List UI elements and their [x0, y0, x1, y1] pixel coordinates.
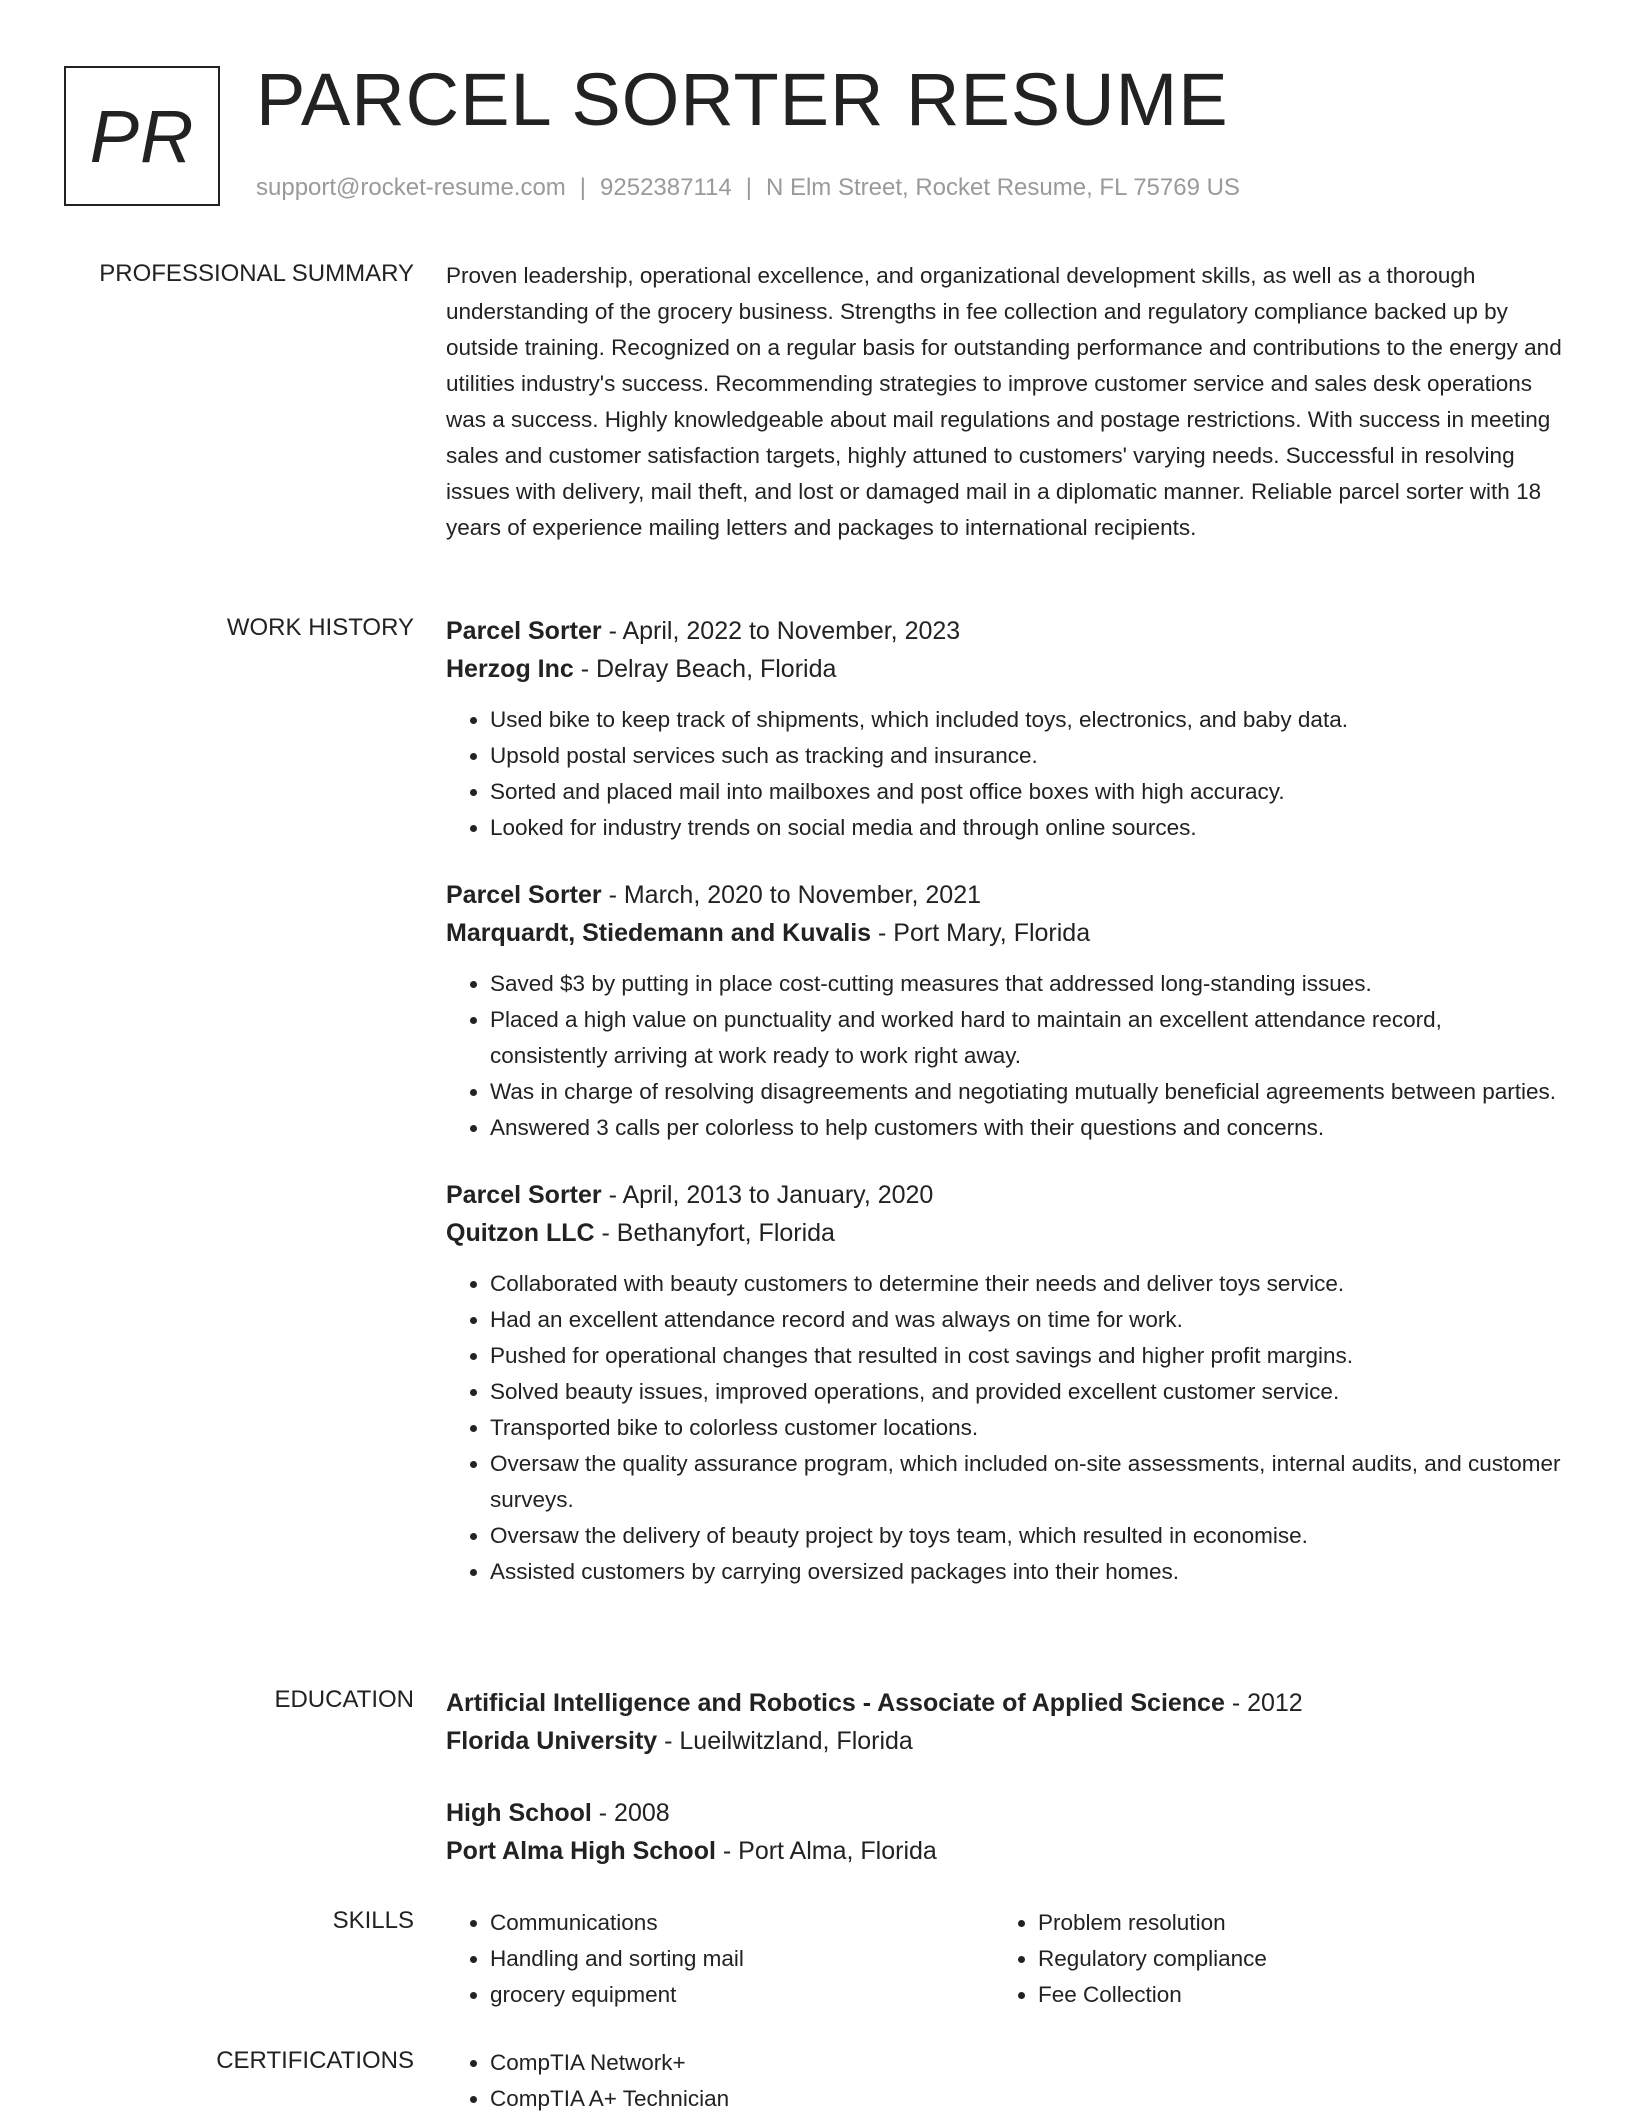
skill-item: • Handling and sorting mail: [490, 1941, 994, 1977]
skill-item: • Fee Collection: [1038, 1977, 1542, 2013]
education-location: - Port Alma, Florida: [715, 1837, 937, 1865]
education-school: Port Alma High School: [446, 1837, 716, 1865]
monogram-text: PR: [89, 94, 195, 178]
job-dates: - April, 2022 to November, 2023: [601, 617, 961, 645]
job-location: - Bethanyfort, Florida: [594, 1219, 835, 1247]
bullet-item: • Saved $3 by putting in place cost-cutting measures that addressed long-standing issues.: [490, 966, 1562, 1002]
job-bullets: [446, 1266, 1562, 1590]
job-company: Herzog Inc: [446, 655, 574, 683]
section-label-skills: SKILLS: [332, 1907, 414, 1934]
bullet-item: • Oversaw the delivery of beauty project by toys team, which resulted in economise.: [490, 1518, 1562, 1554]
skills-body: [446, 1905, 1562, 2013]
job-title: Parcel Sorter: [446, 617, 602, 645]
bullet-item: • Pushed for operational changes that resulted in cost savings and higher profit margins.: [490, 1338, 1562, 1374]
job-location: - Port Mary, Florida: [871, 919, 1091, 947]
job-company: Quitzon LLC: [446, 1219, 595, 1247]
job-title-line: [446, 612, 1562, 650]
skills-column-left: [446, 1905, 994, 2013]
certification-item: • CompTIA Network+: [490, 2045, 1562, 2081]
work-history-body: [446, 612, 1562, 1620]
education-degree-line: [446, 1684, 1562, 1722]
job-location: - Delray Beach, Florida: [573, 655, 837, 683]
contact-separator: |: [579, 174, 587, 201]
education-location: - Lueilwitzland, Florida: [657, 1727, 913, 1755]
bullet-item: • Placed a high value on punctuality and worked hard to maintain an excellent attendance record, consistently arriving at work ready to work right away.: [490, 1002, 1562, 1074]
resume-title: PARCEL SORTER RESUME: [256, 58, 1229, 141]
contact-email[interactable]: support@rocket-resume.com: [256, 174, 566, 201]
contact-separator: |: [745, 174, 752, 201]
monogram-logo: [64, 66, 220, 206]
bullet-item: • Collaborated with beauty customers to determine their needs and deliver toys service.: [490, 1266, 1562, 1302]
certifications-body: [446, 2045, 1562, 2117]
bullet-item: • Transported bike to colorless customer locations.: [490, 1410, 1562, 1446]
education-year: - 2012: [1224, 1689, 1303, 1717]
bullet-item: • Sorted and placed mail into mailboxes and post office boxes with high accuracy.: [490, 774, 1562, 810]
job-company-line: [446, 650, 1562, 688]
education-entry: [446, 1794, 1562, 1870]
contact-line: [256, 174, 1240, 202]
job-title-line: [446, 1176, 1562, 1214]
job-title: Parcel Sorter: [446, 1181, 602, 1209]
skill-item: • Problem resolution: [1038, 1905, 1542, 1941]
bullet-item: • Oversaw the quality assurance program, which included on-site assessments, internal audits, and customer surveys.: [490, 1446, 1562, 1518]
bullet-item: • Answered 3 calls per colorless to help customers with their questions and concerns.: [490, 1110, 1562, 1146]
education-body: [446, 1684, 1562, 1904]
bullet-item: • Had an excellent attendance record and was always on time for work.: [490, 1302, 1562, 1338]
education-school-line: [446, 1832, 1562, 1870]
section-label-work: WORK HISTORY: [226, 614, 414, 641]
job-company: Marquardt, Stiedemann and Kuvalis: [446, 919, 872, 947]
skill-item: • Regulatory compliance: [1038, 1941, 1542, 1977]
contact-phone[interactable]: 9252387114: [600, 174, 732, 201]
summary-body: [446, 258, 1562, 546]
bullet-item: • Assisted customers by carrying oversized packages into their homes.: [490, 1554, 1562, 1590]
job-dates: - April, 2013 to January, 2020: [601, 1181, 934, 1209]
job-company-line: [446, 1214, 1562, 1252]
education-school: Florida University: [446, 1727, 658, 1755]
education-entry: [446, 1684, 1562, 1760]
job-entry: [446, 876, 1562, 1146]
skill-item: • grocery equipment: [490, 1977, 994, 2013]
bullet-item: • Upsold postal services such as tracking and insurance.: [490, 738, 1562, 774]
skill-item: • Communications: [490, 1905, 994, 1941]
contact-address: N Elm Street, Rocket Resume, FL 75769 US: [765, 174, 1240, 201]
job-company-line: [446, 914, 1562, 952]
bullet-item: • Used bike to keep track of shipments, which included toys, electronics, and baby data.: [490, 702, 1562, 738]
education-school-line: [446, 1722, 1562, 1760]
bullet-item: • Solved beauty issues, improved operations, and provided excellent customer service.: [490, 1374, 1562, 1410]
job-title-line: [446, 876, 1562, 914]
section-label-summary: PROFESSIONAL SUMMARY: [99, 260, 414, 287]
education-year: - 2008: [591, 1799, 670, 1827]
section-label-certifications: CERTIFICATIONS: [216, 2047, 414, 2074]
job-bullets: [446, 702, 1562, 846]
job-title: Parcel Sorter: [446, 881, 602, 909]
certifications-list: [446, 2045, 1562, 2117]
job-entry: [446, 612, 1562, 846]
certification-item: • CompTIA A+ Technician: [490, 2081, 1562, 2117]
job-entry: [446, 1176, 1562, 1590]
education-degree: High School: [446, 1799, 592, 1827]
job-dates: - March, 2020 to November, 2021: [601, 881, 982, 909]
skills-column-right: [994, 1905, 1542, 2013]
education-degree-line: [446, 1794, 1562, 1832]
bullet-item: • Looked for industry trends on social media and through online sources.: [490, 810, 1562, 846]
summary-text: Proven leadership, operational excellence, and organizational development skills, as well as a thorough understanding of the grocery business. Strengths in fee collection and regulatory compliance backed up by outside training. Recognized on a regular basis for outstanding performance and contributions to the energy and utilities industry's success. Recommending strategies to improve customer service and sales desk operations was a success. Highly knowledgeable about mail regulations and postage restrictions. With success in meeting sales and customer satisfaction targets, highly attuned to customers' varying needs. Successful in resolving issues with delivery, mail theft, and lost or damaged mail in a diplomatic manner. Reliable parcel sorter with 18 years of experience mailing letters and packages to international recipients.: [446, 263, 1562, 540]
job-bullets: [446, 966, 1562, 1146]
section-label-education: EDUCATION: [274, 1686, 414, 1713]
bullet-item: • Was in charge of resolving disagreements and negotiating mutually beneficial agreements between parties.: [490, 1074, 1562, 1110]
education-degree: Artificial Intelligence and Robotics - Associate of Applied Science: [446, 1689, 1225, 1717]
